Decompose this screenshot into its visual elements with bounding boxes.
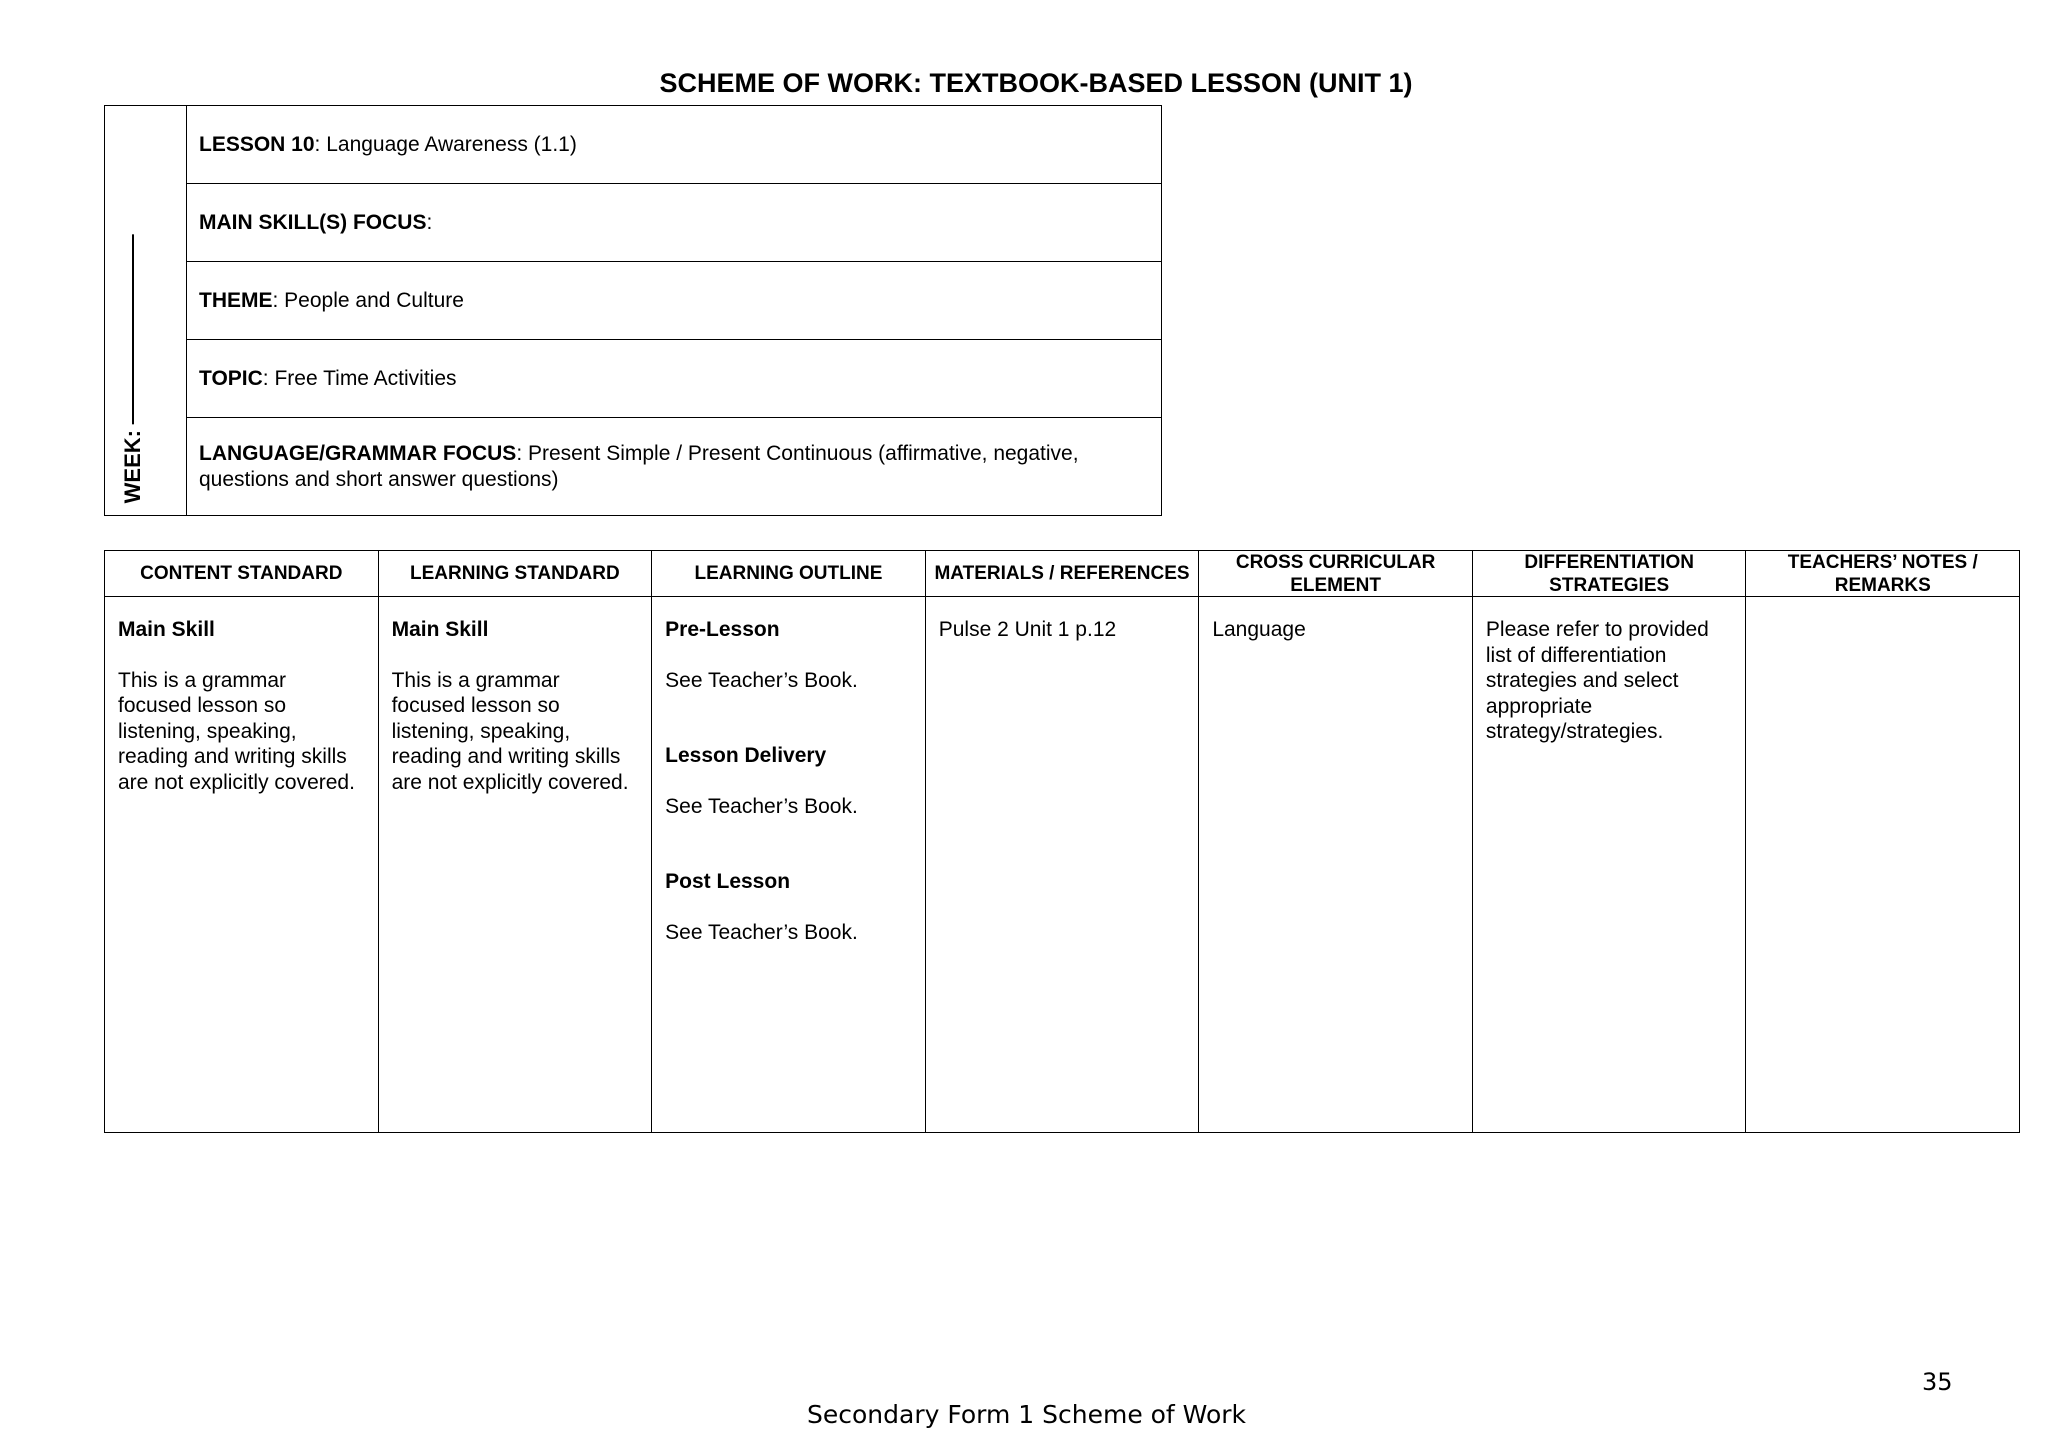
topic-value: : Free Time Activities xyxy=(262,366,457,390)
cross-curricular-column xyxy=(1199,551,1473,1132)
materials-column xyxy=(926,551,1200,1132)
content-standard-column xyxy=(105,551,379,1132)
theme-value: : People and Culture xyxy=(272,288,464,312)
teachers-notes-header: TEACHERS’ NOTES / REMARKS xyxy=(1746,551,2019,597)
topic-label: TOPIC xyxy=(199,366,263,390)
theme-label: THEME xyxy=(199,288,273,312)
week-label xyxy=(119,234,147,503)
page-number: 35 xyxy=(1922,1368,1953,1396)
week-column xyxy=(105,106,187,515)
lesson-plan-table xyxy=(104,550,2020,1133)
lesson-row xyxy=(187,106,1161,184)
differentiation-column xyxy=(1473,551,1747,1132)
learning-standard-heading: Main Skill xyxy=(391,618,489,641)
skills-focus-value: : xyxy=(426,210,433,234)
differentiation-header: DIFFERENTIATION STRATEGIES xyxy=(1473,551,1746,597)
page-footer: Secondary Form 1 Scheme of Work xyxy=(807,1400,1246,1429)
teachers-notes-column xyxy=(1746,551,2019,1132)
materials-header: MATERIALS / REFERENCES xyxy=(926,551,1199,597)
skills-focus-row xyxy=(187,184,1161,262)
grammar-focus-row xyxy=(187,418,1161,515)
lesson-delivery-text: See Teacher’s Book. xyxy=(665,794,858,818)
learning-standard-header: LEARNING STANDARD xyxy=(379,551,652,597)
post-lesson-text: See Teacher’s Book. xyxy=(665,920,858,944)
materials-text: Pulse 2 Unit 1 p.12 xyxy=(938,618,1117,641)
content-standard-header: CONTENT STANDARD xyxy=(105,551,378,597)
lesson-value: : Language Awareness (1.1) xyxy=(314,132,577,156)
week-blank-line xyxy=(132,234,134,424)
lesson-label: LESSON 10 xyxy=(199,132,315,156)
learning-standard-text: This is a grammar focused lesson so listening, speaking, reading and writing skills are not explicitly covered. xyxy=(391,668,629,794)
lesson-info-table xyxy=(104,105,1162,516)
differentiation-text: Please refer to provided list of differentiation strategies and select appropriate strategy/strategies. xyxy=(1485,618,1709,743)
document-title: SCHEME OF WORK: TEXTBOOK-BASED LESSON (UNIT 1) xyxy=(659,68,1413,98)
skills-focus-label: MAIN SKILL(S) FOCUS xyxy=(199,210,427,234)
week-label-text: WEEK: xyxy=(120,429,145,503)
learning-outline-header: LEARNING OUTLINE xyxy=(652,551,925,597)
cross-curricular-text: Language xyxy=(1212,618,1306,641)
learning-standard-column xyxy=(379,551,653,1132)
learning-outline-column xyxy=(652,551,926,1132)
topic-row xyxy=(187,340,1161,418)
cross-curricular-header: CROSS CURRICULAR ELEMENT xyxy=(1199,551,1472,597)
post-lesson-heading: Post Lesson xyxy=(665,870,791,893)
pre-lesson-heading: Pre-Lesson xyxy=(665,618,780,641)
lesson-delivery-heading: Lesson Delivery xyxy=(665,744,827,767)
pre-lesson-text: See Teacher’s Book. xyxy=(665,668,858,692)
theme-row xyxy=(187,262,1161,340)
grammar-focus-label: LANGUAGE/GRAMMAR FOCUS xyxy=(199,441,517,465)
content-standard-heading: Main Skill xyxy=(118,618,215,641)
grammar-focus-value: : Present Simple / Present Continuous (affirmative, negative, questions and short answer questions) xyxy=(199,441,1079,491)
content-standard-text: This is a grammar focused lesson so listening, speaking, reading and writing skills are not explicitly covered. xyxy=(118,668,355,794)
